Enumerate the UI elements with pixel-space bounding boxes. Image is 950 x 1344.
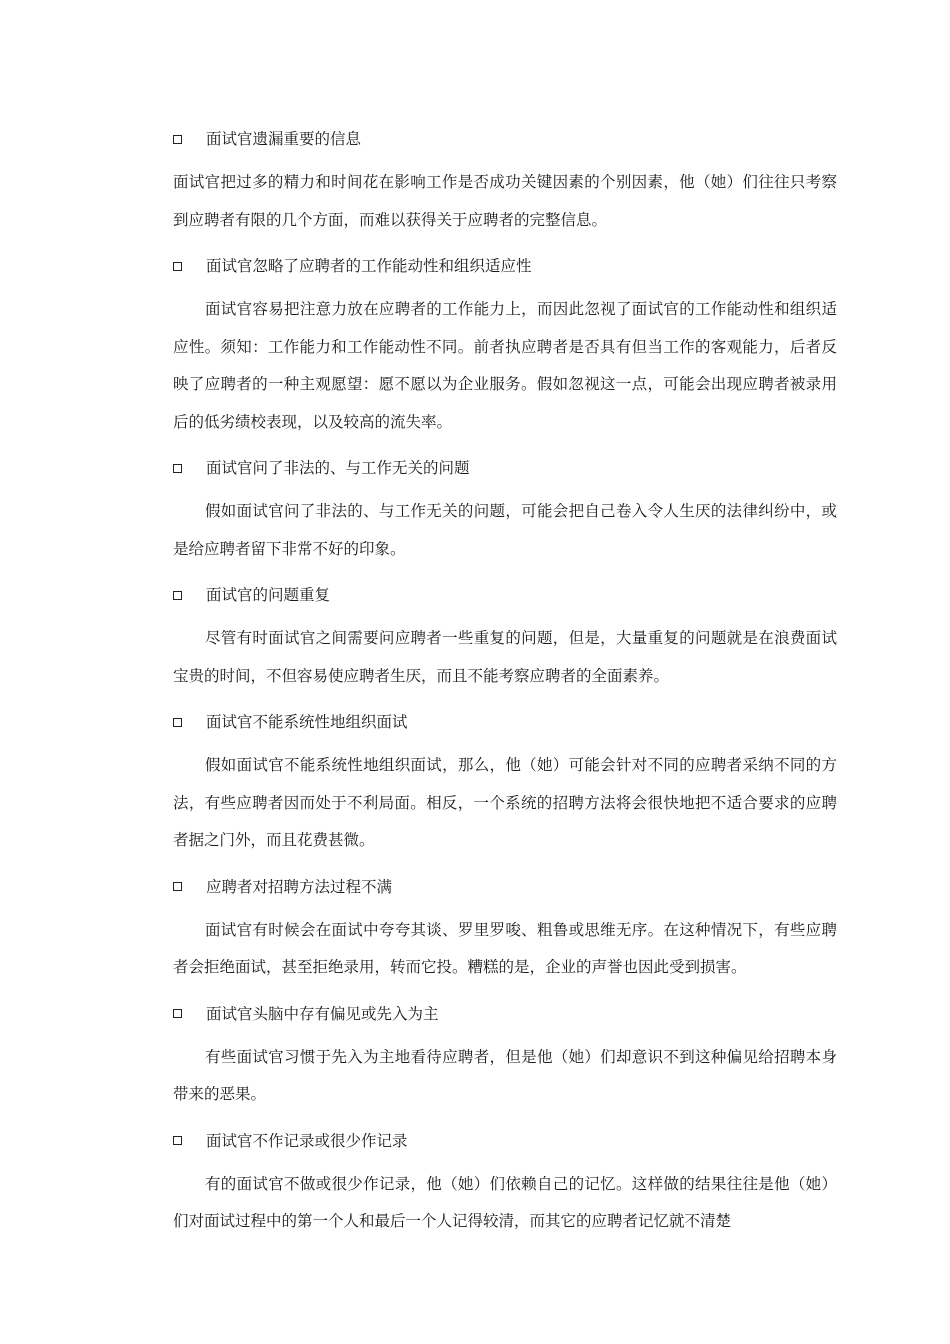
section-heading	[173, 453, 837, 483]
checkbox-bullet-icon	[173, 882, 182, 891]
section-heading	[173, 124, 837, 154]
section-heading	[173, 1126, 837, 1156]
checkbox-bullet-icon	[173, 718, 182, 727]
section-heading-text: 面试官不作记录或很少作记录	[206, 1131, 408, 1150]
section-paragraph: 假如面试官不能系统性地组织面试，那么，他（她）可能会针对不同的应聘者采纳不同的方法，有些应聘者因而处于不利局面。相反，一个系统的招聘方法将会很快地把不适合要求的应聘者据之门外，而且花费甚微。	[173, 756, 837, 849]
section-heading-text: 面试官忽略了应聘者的工作能动性和组织适应性	[206, 257, 532, 275]
document-body	[173, 124, 837, 1253]
checkbox-bullet-icon	[173, 262, 182, 271]
checkbox-bullet-icon	[173, 464, 182, 473]
checkbox-bullet-icon	[173, 135, 182, 144]
section-heading	[173, 872, 837, 902]
checkbox-bullet-icon	[173, 591, 182, 600]
section-heading-text: 面试官问了非法的、与工作无关的问题	[206, 459, 470, 477]
section-heading	[173, 580, 837, 610]
checkbox-bullet-icon	[173, 1136, 182, 1145]
section-paragraph: 假如面试官问了非法的、与工作无关的问题，可能会把自己卷入令人生厌的法律纠纷中，或是给应聘者留下非常不好的印象。	[173, 502, 837, 558]
section-paragraph: 面试官有时候会在面试中夸夸其谈、罗里罗唆、粗鲁或思维无序。在这种情况下，有些应聘者会拒绝面试，甚至拒绝录用，转而它投。糟糕的是，企业的声誉也因此受到损害。	[173, 920, 837, 976]
section-heading	[173, 707, 837, 737]
section-heading	[173, 251, 837, 281]
section-heading-text: 面试官头脑中存有偏见或先入为主	[206, 1004, 439, 1023]
section-paragraph: 面试官把过多的精力和时间花在影响工作是否成功关键因素的个别因素，他（她）们往往只考察到应聘者有限的几个方面，而难以获得关于应聘者的完整信息。	[173, 173, 837, 229]
section-paragraph: 尽管有时面试官之间需要问应聘者一些重复的问题，但是，大量重复的问题就是在浪费面试宝贵的时间，不但容易使应聘者生厌，而且不能考察应聘者的全面素养。	[173, 629, 837, 685]
section-heading-text: 面试官的问题重复	[206, 586, 331, 604]
section-paragraph: 有些面试官习惯于先入为主地看待应聘者，但是他（她）们却意识不到这种偏见给招聘本身带来的恶果。	[173, 1047, 837, 1103]
section-heading-text: 应聘者对招聘方法过程不满	[206, 877, 393, 896]
section-heading-text: 面试官遗漏重要的信息	[206, 130, 362, 148]
checkbox-bullet-icon	[173, 1009, 182, 1018]
section-heading	[173, 999, 837, 1029]
section-heading-text: 面试官不能系统性地组织面试	[206, 713, 408, 731]
section-paragraph: 面试官容易把注意力放在应聘者的工作能力上，而因此忽视了面试官的工作能动性和组织适应性。须知：工作能力和工作能动性不同。前者执应聘者是否具有但当工作的客观能力，后者反映了应聘者的一种主观愿望：愿不愿以为企业服务。假如忽视这一点，可能会出现应聘者被录用后的低劣绩校表现，以及较高的流失率。	[173, 300, 837, 431]
section-paragraph: 有的面试官不做或很少作记录，他（她）们依赖自己的记忆。这样做的结果往往是他（她）们对面试过程中的第一个人和最后一个人记得较清，而其它的应聘者记忆就不清楚	[173, 1174, 837, 1230]
